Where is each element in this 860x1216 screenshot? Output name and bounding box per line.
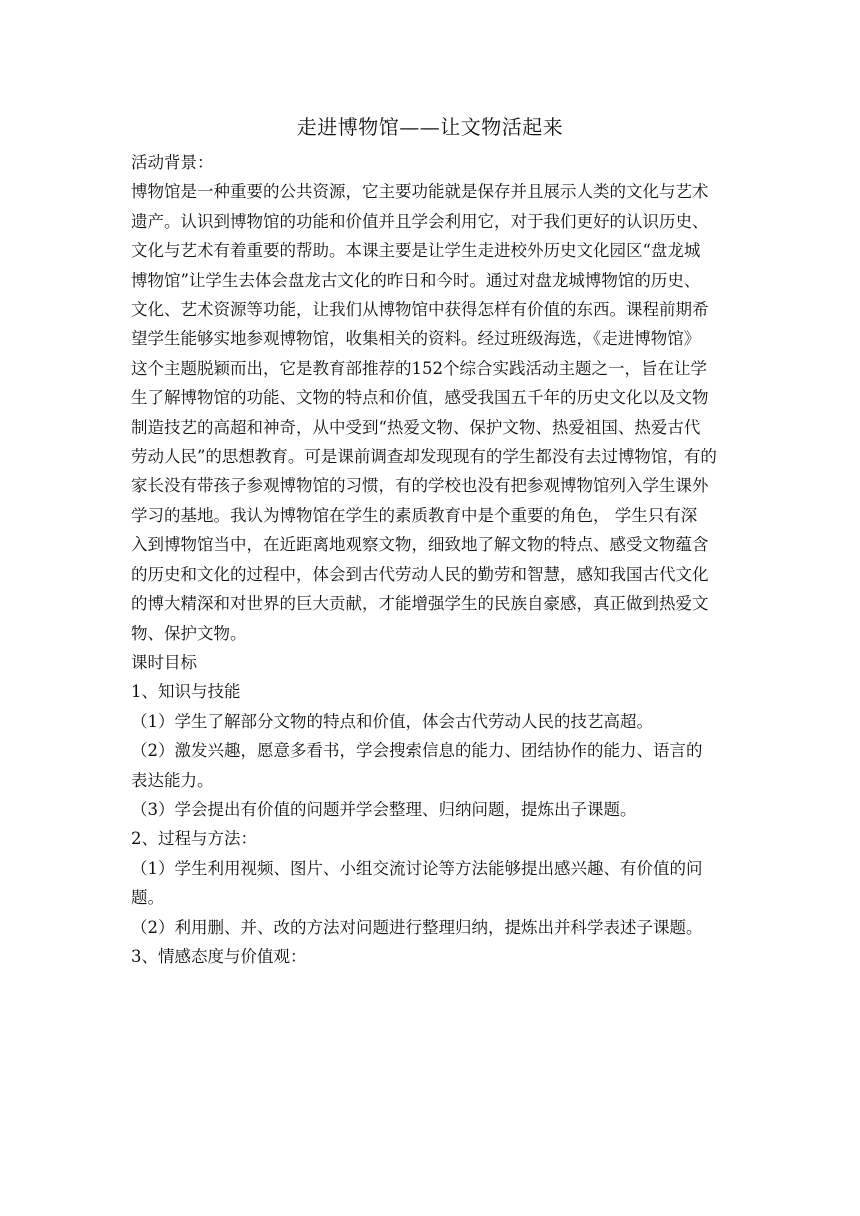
text-line: 学习的基地。我认为博物馆在学生的素质教育中是个重要的角色， 学生只有深 — [131, 505, 698, 525]
text-line: 的历史和文化的过程中，体会到古代劳动人民的勤劳和智慧，感知我国古代文化 — [131, 564, 709, 584]
text-line: 制造技艺的高超和神奇，从中受到“热爱文物、保护文物、热爱祖国、热爱古代 — [131, 417, 701, 437]
document-body — [131, 148, 733, 971]
text-line: （2）利用删、并、改的方法对问题进行整理归纳，提炼出并科学表述子课题。 — [131, 917, 703, 937]
text-line: 这个主题脱颖而出，它是教育部推荐的152个综合实践活动主题之一，旨在让学 — [131, 358, 707, 378]
text-line: 家长没有带孩子参观博物馆的习惯，有的学校也没有把参观博物馆列入学生课外 — [131, 476, 709, 496]
text-line: 生了解博物馆的功能、文物的特点和价值，感受我国五千年的历史文化以及文物 — [131, 388, 709, 408]
text-line: 博物馆”让学生去体会盘龙古文化的昨日和今时。通过对盘龙城博物馆的历史、 — [131, 270, 701, 290]
text-line: 的博大精深和对世界的巨大贡献，才能增强学生的民族自豪感，真正做到热爱文 — [131, 594, 709, 614]
text-line: 博物馆是一种重要的公共资源，它主要功能就是保存并且展示人类的文化与艺术 — [131, 182, 709, 202]
text-line: 表达能力。 — [131, 770, 214, 790]
text-line: （3）学会提出有价值的问题并学会整理、归纳问题，提炼出子课题。 — [131, 799, 637, 819]
text-line: （1）学生利用视频、图片、小组交流讨论等方法能够提出感兴趣、有价值的问 — [131, 858, 703, 878]
text-line: 文化与艺术有着重要的帮助。本课主要是让学生走进校外历史文化园区“盘龙城 — [131, 241, 701, 261]
text-line: 1、知识与技能 — [131, 682, 241, 702]
text-line: （2）激发兴趣，愿意多看书，学会搜索信息的能力、团结协作的能力、语言的 — [131, 741, 703, 761]
text-line: 物、保护文物。 — [131, 623, 247, 643]
document-title: 走进博物馆——让文物活起来 — [296, 115, 564, 139]
text-line: 3、情感态度与价值观： — [131, 946, 307, 966]
text-line: （1）学生了解部分文物的特点和价值，体会古代劳动人民的技艺高超。 — [131, 711, 653, 731]
text-line: 课时目标 — [131, 652, 197, 672]
text-line: 遗产。认识到博物馆的功能和价值并且学会利用它，对于我们更好的认识历史、 — [131, 211, 709, 231]
text-line: 2、过程与方法： — [131, 829, 257, 849]
text-line: 文化、艺术资源等功能，让我们从博物馆中获得怎样有价值的东西。课程前期希 — [131, 300, 709, 320]
text-line: 活动背景： — [131, 153, 214, 172]
text-line: 劳动人民”的思想教育。可是课前调查却发现现有的学生都没有去过博物馆，有的 — [131, 447, 717, 467]
text-line: 题。 — [131, 888, 164, 908]
text-line: 望学生能够实地参观博物馆，收集相关的资料。经过班级海选，《走进博物馆》 — [131, 329, 701, 349]
text-line: 入到博物馆当中，在近距离地观察文物，细致地了解文物的特点、感受文物蕴含 — [131, 535, 709, 555]
